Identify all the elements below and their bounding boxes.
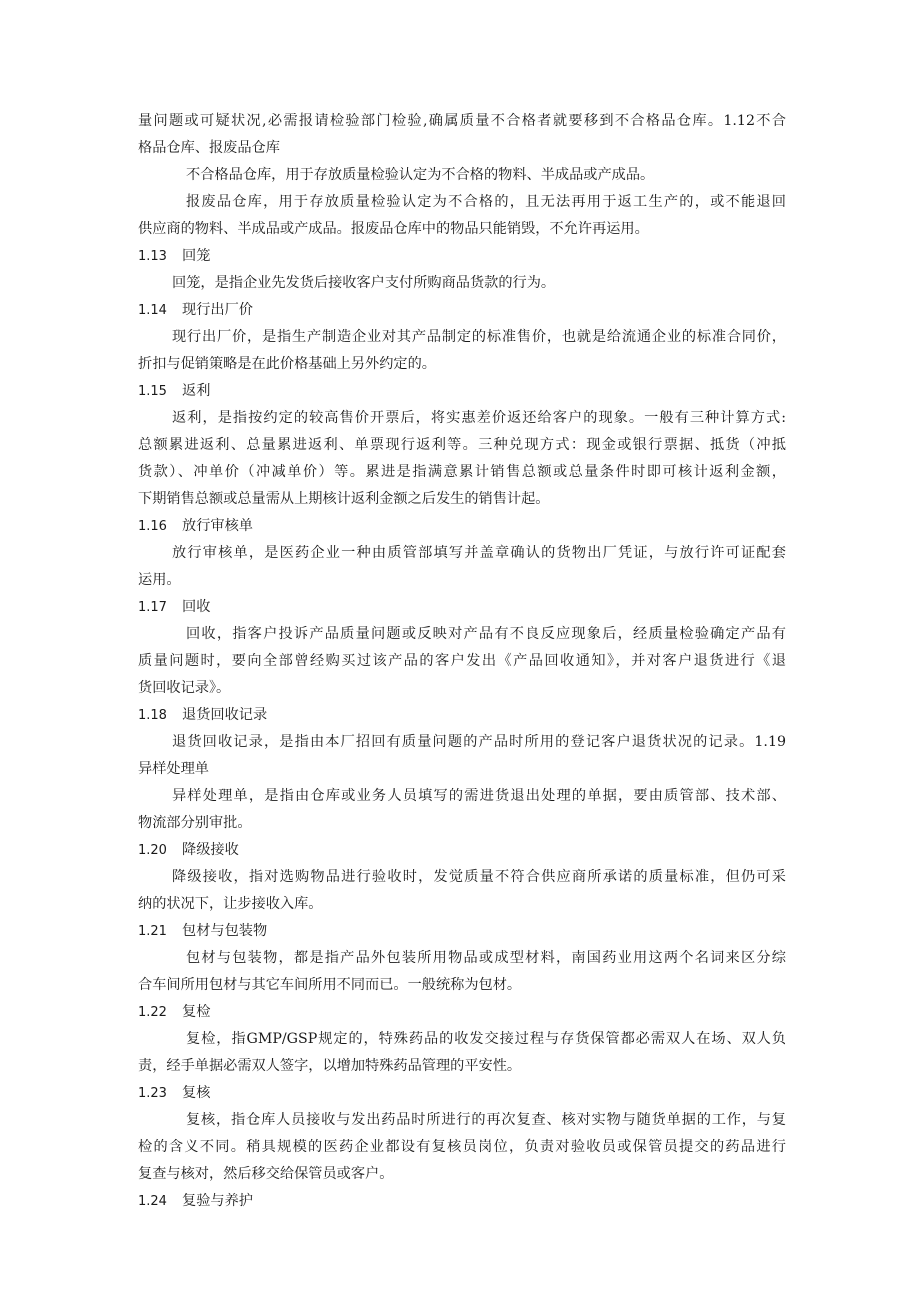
section-number: 1.14 [138, 303, 167, 318]
section-number: 1.17 [138, 600, 167, 615]
text-line: 责，经手单据必需双人签字，以增加特殊药品管理的平安性。 [138, 1058, 522, 1074]
section-heading [138, 1188, 786, 1215]
section-number: 1.13 [138, 249, 167, 264]
section-title: 降级接收 [182, 842, 239, 858]
text-line: 现行出厂价，是指生产制造企业对其产品制定的标准售价，也就是给流通企业的标准合同价， [172, 329, 786, 345]
text-line: 纳的状况下，让步接收入库。 [138, 896, 323, 912]
section-title: 返利 [182, 383, 211, 399]
section-title: 复核 [182, 1085, 211, 1101]
text-line: 物流部分别审批。 [138, 815, 252, 831]
section-heading [138, 837, 786, 864]
section-number: 1.15 [138, 384, 167, 399]
document-page [138, 108, 786, 1215]
text-line: 复核，指仓库人员接收与发出药品时所进行的再次复查、核对实物与随货单据的工作，与复 [186, 1112, 786, 1128]
text-line: 包材与包装物，都是指产品外包装所用物品或成型材料，南国药业用这两个名词来区分综 [186, 950, 786, 966]
text-line: 格品仓库、报废品仓库 [138, 140, 280, 156]
text-line: 退货回收记录，是指由本厂招回有质量问题的产品时所用的登记客户退货状况的记录。1.19 [172, 734, 786, 750]
section-title: 放行审核单 [182, 518, 253, 534]
text-line: 货回收记录》。 [138, 680, 231, 696]
section-heading [138, 297, 786, 324]
text-line: 异样处理单，是指由仓库或业务人员填写的需进货退出处理的单据，要由质管部、技术部、 [172, 788, 786, 804]
text-line: 报废品仓库，用于存放质量检验认定为不合格的，且无法再用于返工生产的，或不能退回 [186, 194, 786, 210]
text-line: 异样处理单 [138, 761, 209, 777]
text-line: 总额累进返利、总量累进返利、单票现行返利等。三种兑现方式：现金或银行票据、抵货（冲抵 [138, 437, 786, 453]
section-number: 1.16 [138, 519, 167, 534]
text-line: 供应商的物料、半成品或产成品。报废品仓库中的物品只能销毁，不允许再运用。 [138, 221, 649, 237]
text-line: 质量问题时，要向全部曾经购买过该产品的客户发出《产品回收通知》，并对客户退货进行《退 [138, 653, 786, 669]
section-heading [138, 378, 786, 405]
section-number: 1.21 [138, 924, 167, 939]
text-line: 回收，指客户投诉产品质量问题或反映对产品有不良反应现象后，经质量检验确定产品有 [186, 626, 786, 642]
section-heading [138, 1080, 786, 1107]
text-line: 量问题或可疑状况,必需报请检验部门检验,确属质量不合格者就要移到不合格品仓库。1.12不合 [138, 113, 786, 129]
text-line: 检的含义不同。稍具规模的医药企业都设有复核员岗位，负责对验收员或保管员提交的药品进行 [138, 1139, 786, 1155]
text-line: 货款）、冲单价（冲减单价）等。累进是指满意累计销售总额或总量条件时即可核计返利金额， [138, 464, 786, 480]
section-title: 复检 [182, 1004, 211, 1020]
section-title: 现行出厂价 [182, 302, 253, 318]
section-number: 1.24 [138, 1194, 167, 1209]
section-title: 退货回收记录 [182, 707, 268, 723]
section-title: 复验与养护 [182, 1193, 253, 1209]
text-line: 折扣与促销策略是在此价格基础上另外约定的。 [138, 356, 436, 372]
text-line: 不合格品仓库，用于存放质量检验认定为不合格的物料、半成品或产成品。 [186, 167, 655, 183]
section-heading [138, 702, 786, 729]
text-line: 复检，指GMP/GSP规定的，特殊药品的收发交接过程与存货保管都必需双人在场、双人负 [186, 1031, 786, 1047]
section-title: 回笼 [182, 248, 211, 264]
text-line: 返利，是指按约定的较高售价开票后，将实惠差价返还给客户的现象。一般有三种计算方式: [172, 410, 786, 426]
section-number: 1.23 [138, 1086, 167, 1101]
section-number: 1.18 [138, 708, 167, 723]
section-heading [138, 594, 786, 621]
text-line: 下期销售总额或总量需从上期核计返利金额之后发生的销售计起。 [138, 491, 550, 507]
text-line: 放行审核单，是医药企业一种由质管部填写并盖章确认的货物出厂凭证，与放行许可证配套 [172, 545, 786, 561]
text-line: 回笼，是指企业先发货后接收客户支付所购商品货款的行为。 [172, 275, 556, 291]
text-line: 复查与核对，然后移交给保管员或客户。 [138, 1166, 394, 1182]
section-heading [138, 243, 786, 270]
section-title: 包材与包装物 [182, 923, 268, 939]
text-line: 运用。 [138, 572, 181, 588]
text-line: 降级接收，指对选购物品进行验收时，发觉质量不符合供应商所承诺的质量标准，但仍可采 [172, 869, 786, 885]
section-number: 1.20 [138, 843, 167, 858]
text-line: 合车间所用包材与其它车间所用不同而已。一般统称为包材。 [138, 977, 522, 993]
section-heading [138, 918, 786, 945]
section-heading [138, 513, 786, 540]
section-number: 1.22 [138, 1005, 167, 1020]
section-title: 回收 [182, 599, 211, 615]
section-heading [138, 999, 786, 1026]
